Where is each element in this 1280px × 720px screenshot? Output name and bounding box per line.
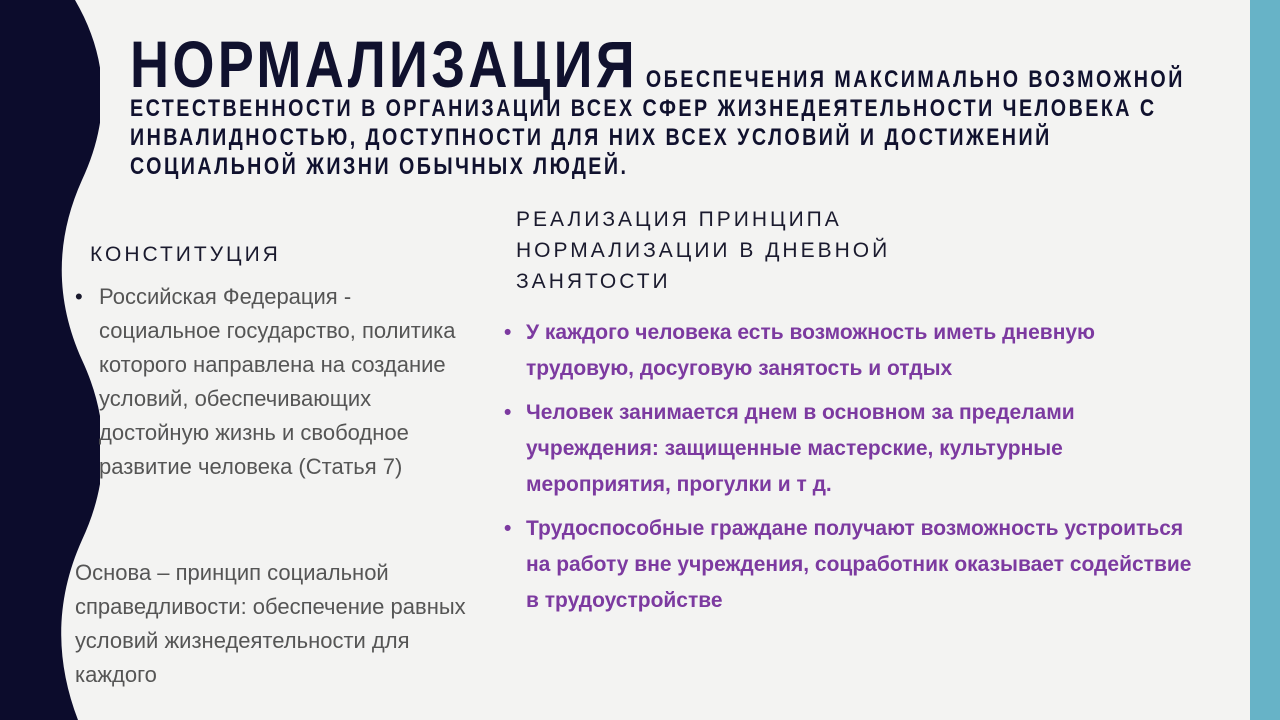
right-bullet-list [516,315,1206,619]
right-accent-bar [1250,0,1280,720]
slide-title [130,27,1188,181]
right-heading: РЕАЛИЗАЦИЯ ПРИНЦИПА НОРМАЛИЗАЦИИ В ДНЕВНОЙ ЗАНЯТОСТИ [516,208,891,293]
list-item: • Российская Федерация - социальное государство, политика которого направлена на создание условий, обеспечивающих достойную жизнь и свободное развитие человека (Статья 7) [75,280,475,484]
list-item: • У каждого человека есть возможность иметь дневную трудовую, досуговую занятость и отдых [516,315,1206,387]
left-heading: КОНСТИТУЦИЯ [90,243,281,266]
title-rest: ОБЕСПЕЧЕНИЯ МАКСИМАЛЬНО ВОЗМОЖНОЙ ЕСТЕСТВЕННОСТИ В ОРГАНИЗАЦИИ ВСЕХ СФЕР ЖИЗНЕДЕЯТЕЛЬНОСТИ ЧЕЛОВЕКА С ИНВАЛИДНОСТЬЮ, ДОСТУПНОСТИ ДЛЯ НИХ ВСЕХ УСЛОВИЙ И ДОСТИЖЕНИЙ СОЦИАЛЬНОЙ ЖИЗНИ ОБЫЧНЫХ ЛЮДЕЙ. [130,66,1185,180]
left-note: Основа – принцип социальной справедливости: обеспечение равных условий жизнедеятельности для каждого [75,560,466,687]
list-item: • Трудоспособные граждане получают возможность устроиться на работу вне учреждения, соцработник оказывает содействие в трудоустройстве [516,511,1206,619]
right-column [516,204,1206,627]
left-column [75,240,475,484]
list-item: • Человек занимается днем в основном за пределами учреждения: защищенные мастерские, культурные мероприятия, прогулки и т д. [516,395,1206,503]
title-main-word: НОРМАЛИЗАЦИЯ [130,27,638,101]
left-bullet-list [75,280,475,484]
